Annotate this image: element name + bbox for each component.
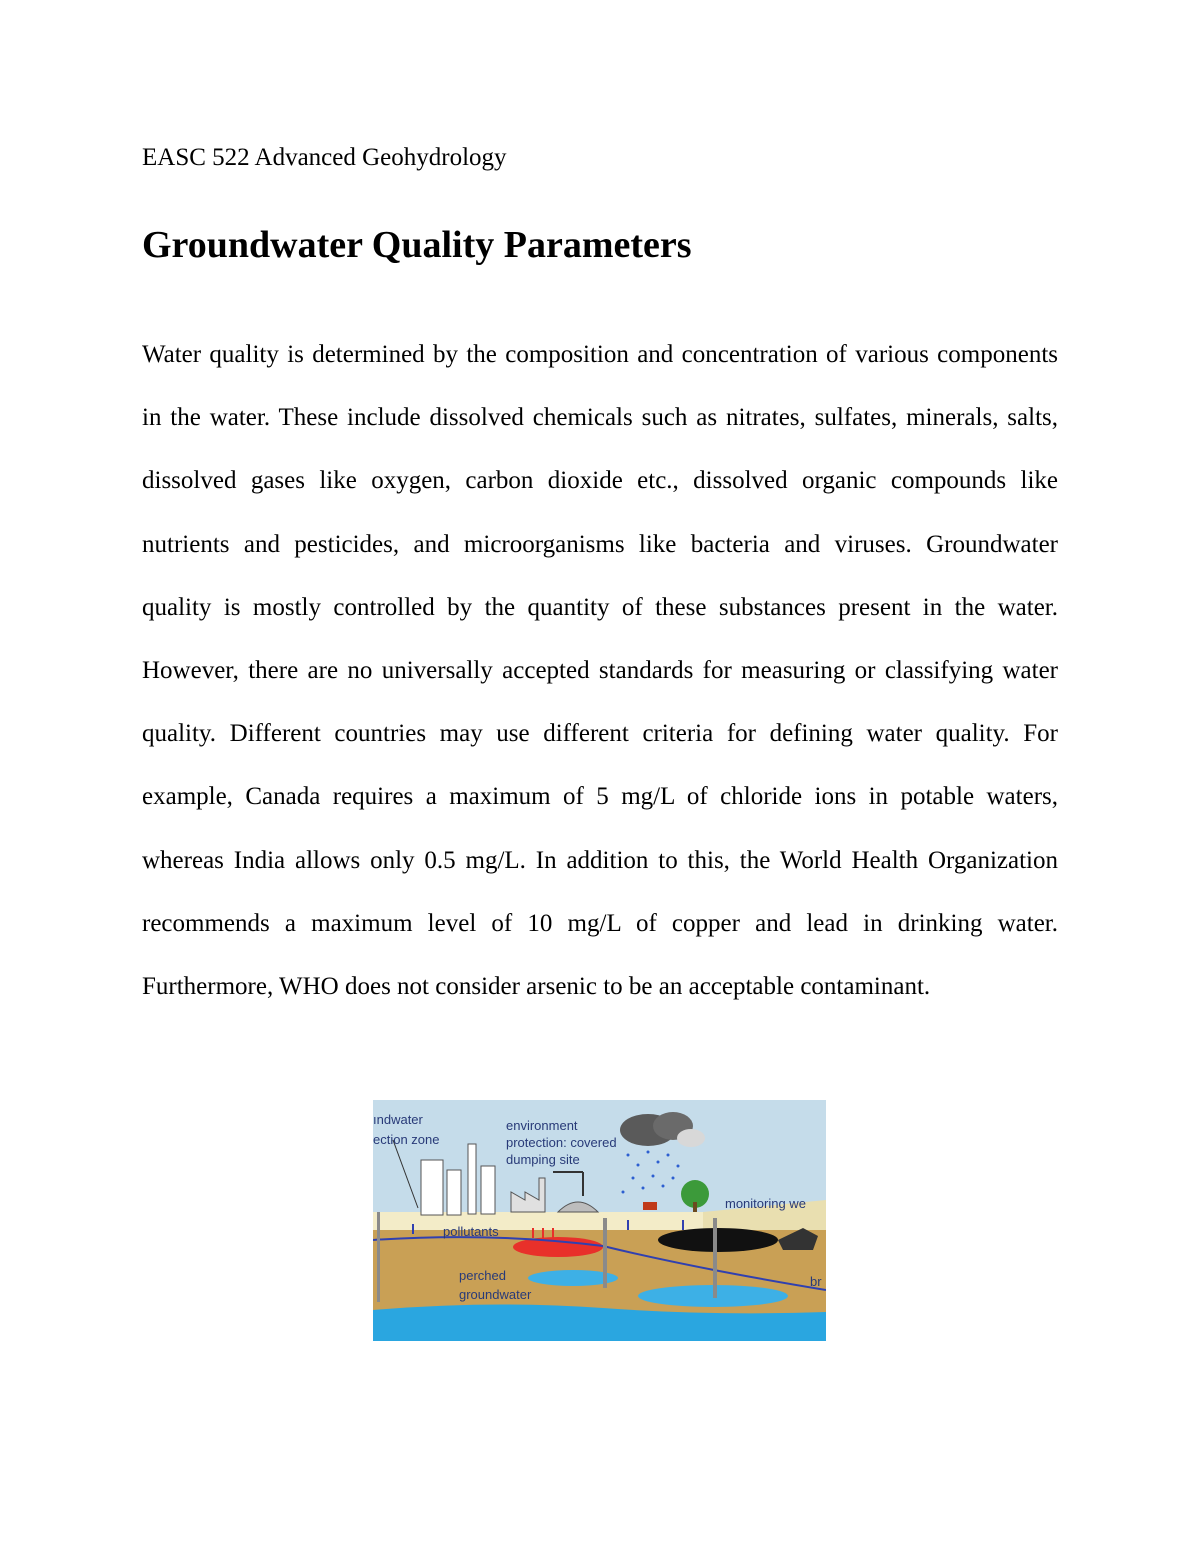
label-monitoring: monitoring we: [725, 1196, 806, 1211]
body-paragraph: Water quality is determined by the composition and concentration of various components in the water. These include dissolved chemicals such as nitrates, sulfates, minerals, salts, dissolved gases like oxygen, carbon dioxide etc., dissolved organic compounds like nutrients and pesticides, and microorganisms like bacteria and viruses. Groundwater quality is mostly controlled by the quantity of these substances present in the water. However, there are no universally accepted standards for measuring or classifying water quality. Different countries may use different criteria for defining water quality. For example, Canada requires a maximum of 5 mg/L of chloride ions in potable waters, whereas India allows only 0.5 mg/L. In addition to this, the World Health Organization recommends a maximum level of 10 mg/L of copper and lead in drinking water. Furthermore, WHO does not consider arsenic to be an acceptable contaminant.: [142, 341, 1058, 1001]
page-title: Groundwater Quality Parameters: [142, 224, 692, 266]
label-perched-2: groundwater: [459, 1287, 532, 1302]
building-2: [447, 1170, 461, 1215]
building-1: [421, 1160, 443, 1215]
label-env-1: environment: [506, 1118, 578, 1133]
tower: [468, 1144, 476, 1214]
groundwater-figure: [373, 1100, 826, 1341]
label-br: br: [810, 1274, 822, 1289]
building-3: [481, 1166, 495, 1214]
dark-pond: [658, 1228, 778, 1252]
tractor: [643, 1202, 657, 1210]
groundwater-diagram: [373, 1100, 826, 1341]
well-right: [713, 1218, 717, 1298]
course-heading: EASC 522 Advanced Geohydrology: [142, 144, 507, 171]
well-middle: [603, 1218, 607, 1288]
pollution-plume: [513, 1237, 603, 1257]
label-perched-1: perched: [459, 1268, 506, 1283]
label-zone-1: ındwater: [373, 1112, 423, 1127]
well-left: [377, 1212, 380, 1302]
label-pollutants: pollutants: [443, 1224, 499, 1239]
label-env-3: dumping site: [506, 1152, 580, 1167]
label-env-2: protection: covered: [506, 1135, 617, 1150]
label-zone-2: ection zone: [373, 1132, 440, 1147]
